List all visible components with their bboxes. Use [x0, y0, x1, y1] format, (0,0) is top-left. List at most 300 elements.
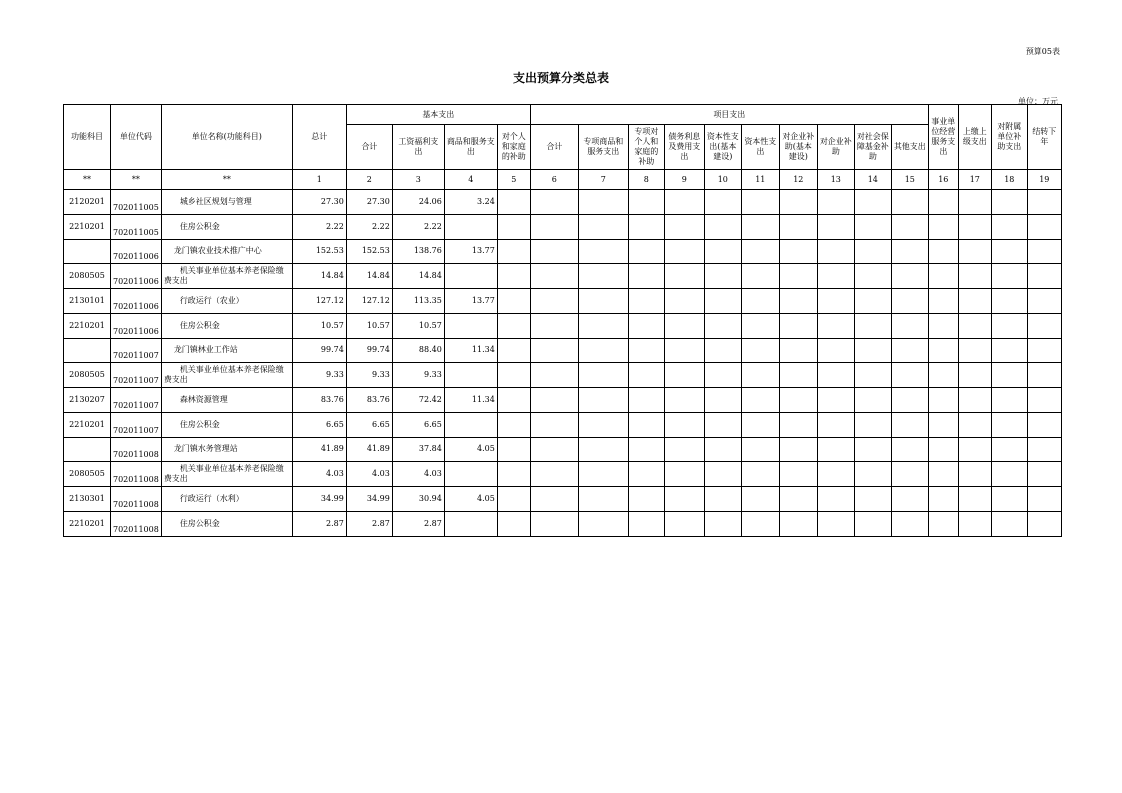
empty-cell [664, 412, 704, 437]
index-cell: 18 [991, 170, 1027, 190]
total-cell: 41.89 [292, 437, 346, 462]
table-row [64, 511, 1062, 536]
empty-cell [497, 388, 530, 413]
unit-code-cell: 702011007 [111, 412, 162, 437]
empty-cell [1027, 338, 1061, 363]
func-subject-cell: 2080505 [64, 264, 111, 289]
empty-cell [1027, 289, 1061, 314]
empty-cell [741, 289, 779, 314]
wages-cell: 37.84 [392, 437, 444, 462]
empty-cell [991, 214, 1027, 239]
total-cell: 9.33 [292, 363, 346, 388]
total-cell: 14.84 [292, 264, 346, 289]
empty-cell [578, 214, 628, 239]
index-cell: 8 [628, 170, 664, 190]
total-cell: 2.87 [292, 511, 346, 536]
empty-cell [1027, 214, 1061, 239]
empty-cell [854, 388, 891, 413]
empty-cell [664, 462, 704, 487]
header-business-service: 事业单位经营服务支出 [928, 105, 958, 170]
goods-cell [444, 462, 497, 487]
index-cell: 5 [497, 170, 530, 190]
empty-cell [958, 412, 991, 437]
empty-cell [958, 190, 991, 215]
total-cell: 152.53 [292, 239, 346, 264]
empty-cell [578, 388, 628, 413]
empty-cell [817, 388, 854, 413]
empty-cell [817, 239, 854, 264]
empty-cell [664, 511, 704, 536]
goods-cell [444, 412, 497, 437]
empty-cell [1027, 190, 1061, 215]
unit-name-label: 住房公积金 [179, 518, 220, 528]
unit-name-label: 森林资源管理 [179, 394, 228, 404]
index-cell: 16 [928, 170, 958, 190]
unit-name-label: 住房公积金 [179, 221, 220, 231]
table-row [64, 338, 1062, 363]
empty-cell [578, 338, 628, 363]
empty-cell [991, 338, 1027, 363]
empty-cell [854, 338, 891, 363]
index-cell: 1 [292, 170, 346, 190]
header-row-1 [64, 105, 1062, 125]
func-subject-cell: 2120201 [64, 190, 111, 215]
goods-cell: 13.77 [444, 289, 497, 314]
unit-name-cell [161, 289, 292, 314]
empty-cell [628, 388, 664, 413]
empty-cell [891, 412, 928, 437]
empty-cell [958, 388, 991, 413]
empty-cell [891, 289, 928, 314]
empty-cell [578, 511, 628, 536]
empty-cell [530, 338, 578, 363]
empty-cell [817, 313, 854, 338]
unit-name-cell [161, 214, 292, 239]
goods-cell [444, 264, 497, 289]
table-row [64, 437, 1062, 462]
empty-cell [991, 363, 1027, 388]
empty-cell [664, 264, 704, 289]
empty-cell [958, 239, 991, 264]
empty-cell [628, 363, 664, 388]
wages-cell: 14.84 [392, 264, 444, 289]
empty-cell [628, 239, 664, 264]
empty-cell [891, 363, 928, 388]
empty-cell [497, 437, 530, 462]
empty-cell [664, 388, 704, 413]
total-cell: 10.57 [292, 313, 346, 338]
empty-cell [958, 363, 991, 388]
index-cell: 9 [664, 170, 704, 190]
empty-cell [497, 338, 530, 363]
empty-cell [891, 487, 928, 512]
empty-cell [958, 462, 991, 487]
unit-name-cell [161, 487, 292, 512]
empty-cell [741, 313, 779, 338]
empty-cell [704, 338, 741, 363]
total-cell: 99.74 [292, 338, 346, 363]
empty-cell [741, 487, 779, 512]
unit-name-label: 龙门镇农业技术推广中心 [173, 246, 262, 256]
empty-cell [664, 313, 704, 338]
unit-name-label: 机关事业单位基本养老保险缴费支出 [163, 365, 284, 385]
empty-cell [779, 338, 817, 363]
empty-cell [817, 462, 854, 487]
index-cell: 6 [530, 170, 578, 190]
index-cell: 14 [854, 170, 891, 190]
goods-cell [444, 511, 497, 536]
empty-cell [1027, 239, 1061, 264]
empty-cell [628, 412, 664, 437]
wages-cell: 6.65 [392, 412, 444, 437]
basic-total-cell: 83.76 [346, 388, 392, 413]
unit-code-cell: 702011007 [111, 363, 162, 388]
basic-total-cell: 4.03 [346, 462, 392, 487]
empty-cell [817, 190, 854, 215]
basic-total-cell: 34.99 [346, 487, 392, 512]
empty-cell [991, 388, 1027, 413]
empty-cell [741, 363, 779, 388]
wages-cell: 138.76 [392, 239, 444, 264]
empty-cell [704, 264, 741, 289]
func-subject-cell [64, 437, 111, 462]
goods-cell: 11.34 [444, 338, 497, 363]
header-carry-forward: 结转下年 [1027, 105, 1061, 170]
empty-cell [779, 487, 817, 512]
empty-cell [664, 437, 704, 462]
empty-cell [817, 363, 854, 388]
header-basic-goods: 商品和服务支出 [444, 125, 497, 170]
empty-cell [530, 239, 578, 264]
empty-cell [817, 511, 854, 536]
index-cell: 4 [444, 170, 497, 190]
empty-cell [704, 363, 741, 388]
unit-code-cell: 702011006 [111, 289, 162, 314]
empty-cell [854, 487, 891, 512]
empty-cell [928, 511, 958, 536]
empty-cell [497, 363, 530, 388]
table-row [64, 289, 1062, 314]
empty-cell [578, 289, 628, 314]
empty-cell [664, 487, 704, 512]
wages-cell: 10.57 [392, 313, 444, 338]
empty-cell [958, 338, 991, 363]
unit-code-cell: 702011008 [111, 462, 162, 487]
unit-name-cell [161, 363, 292, 388]
table-row [64, 264, 1062, 289]
empty-cell [704, 412, 741, 437]
empty-cell [928, 289, 958, 314]
empty-cell [530, 190, 578, 215]
empty-cell [779, 412, 817, 437]
empty-cell [779, 437, 817, 462]
empty-cell [664, 239, 704, 264]
empty-cell [1027, 388, 1061, 413]
func-subject-cell: 2210201 [64, 313, 111, 338]
empty-cell [704, 239, 741, 264]
empty-cell [664, 214, 704, 239]
wages-cell: 30.94 [392, 487, 444, 512]
index-cell: ** [161, 170, 292, 190]
table-row [64, 214, 1062, 239]
index-cell: ** [64, 170, 111, 190]
empty-cell [664, 190, 704, 215]
basic-total-cell: 10.57 [346, 313, 392, 338]
wages-cell: 2.87 [392, 511, 444, 536]
empty-cell [578, 313, 628, 338]
empty-cell [854, 190, 891, 215]
empty-cell [497, 511, 530, 536]
index-cell: 10 [704, 170, 741, 190]
empty-cell [741, 190, 779, 215]
empty-cell [704, 190, 741, 215]
empty-cell [1027, 462, 1061, 487]
empty-cell [1027, 437, 1061, 462]
empty-cell [891, 239, 928, 264]
basic-total-cell: 6.65 [346, 412, 392, 437]
table-row [64, 462, 1062, 487]
empty-cell [817, 412, 854, 437]
header-project-social-security: 对社会保障基金补助 [854, 125, 891, 170]
empty-cell [628, 313, 664, 338]
unit-name-cell [161, 511, 292, 536]
empty-cell [817, 214, 854, 239]
index-cell: 12 [779, 170, 817, 190]
table-row [64, 313, 1062, 338]
basic-total-cell: 41.89 [346, 437, 392, 462]
index-cell: 2 [346, 170, 392, 190]
unit-label: 单位：万元 [1018, 97, 1058, 106]
wages-cell: 2.22 [392, 214, 444, 239]
header-project-goods: 专项商品和服务支出 [578, 125, 628, 170]
func-subject-cell: 2130301 [64, 487, 111, 512]
index-cell: ** [111, 170, 162, 190]
unit-name-cell [161, 190, 292, 215]
empty-cell [891, 462, 928, 487]
total-cell: 4.03 [292, 462, 346, 487]
header-basic-group: 基本支出 [346, 105, 530, 125]
index-cell: 11 [741, 170, 779, 190]
empty-cell [928, 462, 958, 487]
index-cell: 17 [958, 170, 991, 190]
func-subject-cell [64, 239, 111, 264]
empty-cell [991, 487, 1027, 512]
empty-cell [854, 264, 891, 289]
empty-cell [530, 264, 578, 289]
wages-cell: 88.40 [392, 338, 444, 363]
empty-cell [497, 289, 530, 314]
wages-cell: 72.42 [392, 388, 444, 413]
basic-total-cell: 2.22 [346, 214, 392, 239]
basic-total-cell: 27.30 [346, 190, 392, 215]
empty-cell [578, 412, 628, 437]
empty-cell [958, 289, 991, 314]
header-basic-individual: 对个人和家庭的补助 [497, 125, 530, 170]
empty-cell [779, 363, 817, 388]
form-code: 预算05表 [1025, 47, 1060, 56]
unit-name-label: 城乡社区规划与管理 [179, 196, 252, 206]
total-cell: 6.65 [292, 412, 346, 437]
unit-name-cell [161, 437, 292, 462]
index-cell: 19 [1027, 170, 1061, 190]
total-cell: 27.30 [292, 190, 346, 215]
table-row [64, 412, 1062, 437]
unit-code-cell: 702011007 [111, 388, 162, 413]
table-row [64, 363, 1062, 388]
func-subject-cell: 2130101 [64, 289, 111, 314]
basic-total-cell: 152.53 [346, 239, 392, 264]
empty-cell [928, 264, 958, 289]
basic-total-cell: 14.84 [346, 264, 392, 289]
header-basic-total: 合计 [346, 125, 392, 170]
empty-cell [628, 437, 664, 462]
wages-cell: 113.35 [392, 289, 444, 314]
empty-cell [854, 511, 891, 536]
empty-cell [578, 264, 628, 289]
empty-cell [779, 264, 817, 289]
empty-cell [928, 437, 958, 462]
empty-cell [991, 289, 1027, 314]
goods-cell [444, 313, 497, 338]
unit-name-label: 龙门镇林业工作站 [173, 345, 238, 355]
empty-cell [704, 462, 741, 487]
func-subject-cell: 2080505 [64, 363, 111, 388]
func-subject-cell: 2080505 [64, 462, 111, 487]
empty-cell [891, 190, 928, 215]
empty-cell [817, 338, 854, 363]
empty-cell [530, 289, 578, 314]
empty-cell [497, 214, 530, 239]
unit-name-label: 机关事业单位基本养老保险缴费支出 [163, 464, 284, 484]
basic-total-cell: 99.74 [346, 338, 392, 363]
empty-cell [891, 338, 928, 363]
empty-cell [664, 363, 704, 388]
empty-cell [497, 264, 530, 289]
index-row [64, 170, 1062, 190]
header-upper-payment: 上缴上级支出 [958, 105, 991, 170]
wages-cell: 9.33 [392, 363, 444, 388]
header-project-interest: 债务利息及费用支出 [664, 125, 704, 170]
goods-cell: 3.24 [444, 190, 497, 215]
empty-cell [1027, 313, 1061, 338]
unit-code-cell: 702011008 [111, 487, 162, 512]
empty-cell [578, 487, 628, 512]
empty-cell [704, 511, 741, 536]
header-project-capital-construction: 资本性支出(基本建设) [704, 125, 741, 170]
basic-total-cell: 9.33 [346, 363, 392, 388]
empty-cell [891, 388, 928, 413]
unit-name-cell [161, 239, 292, 264]
empty-cell [991, 511, 1027, 536]
total-cell: 127.12 [292, 289, 346, 314]
empty-cell [854, 363, 891, 388]
header-subsidiary-subsidy: 对附属单位补助支出 [991, 105, 1027, 170]
empty-cell [928, 338, 958, 363]
empty-cell [628, 289, 664, 314]
unit-code-cell: 702011005 [111, 190, 162, 215]
func-subject-cell: 2210201 [64, 412, 111, 437]
empty-cell [530, 363, 578, 388]
empty-cell [530, 462, 578, 487]
empty-cell [1027, 412, 1061, 437]
header-project-individual: 专项对个人和家庭的补助 [628, 125, 664, 170]
empty-cell [741, 338, 779, 363]
wages-cell: 4.03 [392, 462, 444, 487]
empty-cell [928, 214, 958, 239]
header-basic-wages: 工资福利支出 [392, 125, 444, 170]
empty-cell [854, 239, 891, 264]
total-cell: 2.22 [292, 214, 346, 239]
unit-code-cell: 702011006 [111, 313, 162, 338]
empty-cell [704, 313, 741, 338]
total-cell: 34.99 [292, 487, 346, 512]
empty-cell [704, 437, 741, 462]
goods-cell: 11.34 [444, 388, 497, 413]
empty-cell [1027, 264, 1061, 289]
budget-table [63, 104, 1062, 537]
empty-cell [958, 511, 991, 536]
empty-cell [958, 487, 991, 512]
empty-cell [891, 313, 928, 338]
empty-cell [779, 214, 817, 239]
empty-cell [497, 190, 530, 215]
empty-cell [741, 264, 779, 289]
empty-cell [928, 363, 958, 388]
empty-cell [497, 239, 530, 264]
total-cell: 83.76 [292, 388, 346, 413]
empty-cell [958, 214, 991, 239]
empty-cell [854, 462, 891, 487]
header-project-enterprise: 对企业补助 [817, 125, 854, 170]
index-cell: 7 [578, 170, 628, 190]
empty-cell [741, 412, 779, 437]
empty-cell [628, 462, 664, 487]
empty-cell [1027, 363, 1061, 388]
unit-name-cell [161, 338, 292, 363]
empty-cell [991, 190, 1027, 215]
header-total: 总计 [292, 105, 346, 170]
empty-cell [854, 437, 891, 462]
empty-cell [497, 487, 530, 512]
empty-cell [530, 437, 578, 462]
empty-cell [817, 487, 854, 512]
header-unit-code: 单位代码 [111, 105, 162, 170]
empty-cell [779, 511, 817, 536]
empty-cell [779, 462, 817, 487]
unit-name-label: 行政运行（水利） [179, 493, 244, 503]
empty-cell [530, 313, 578, 338]
empty-cell [928, 239, 958, 264]
empty-cell [991, 462, 1027, 487]
goods-cell: 4.05 [444, 487, 497, 512]
empty-cell [628, 190, 664, 215]
empty-cell [704, 388, 741, 413]
empty-cell [958, 313, 991, 338]
table-row [64, 190, 1062, 215]
unit-code-cell: 702011008 [111, 437, 162, 462]
empty-cell [991, 264, 1027, 289]
func-subject-cell [64, 338, 111, 363]
empty-cell [928, 313, 958, 338]
empty-cell [628, 338, 664, 363]
unit-code-cell: 702011005 [111, 214, 162, 239]
empty-cell [628, 487, 664, 512]
empty-cell [530, 412, 578, 437]
header-project-capital: 资本性支出 [741, 125, 779, 170]
empty-cell [779, 388, 817, 413]
empty-cell [741, 511, 779, 536]
index-cell: 3 [392, 170, 444, 190]
